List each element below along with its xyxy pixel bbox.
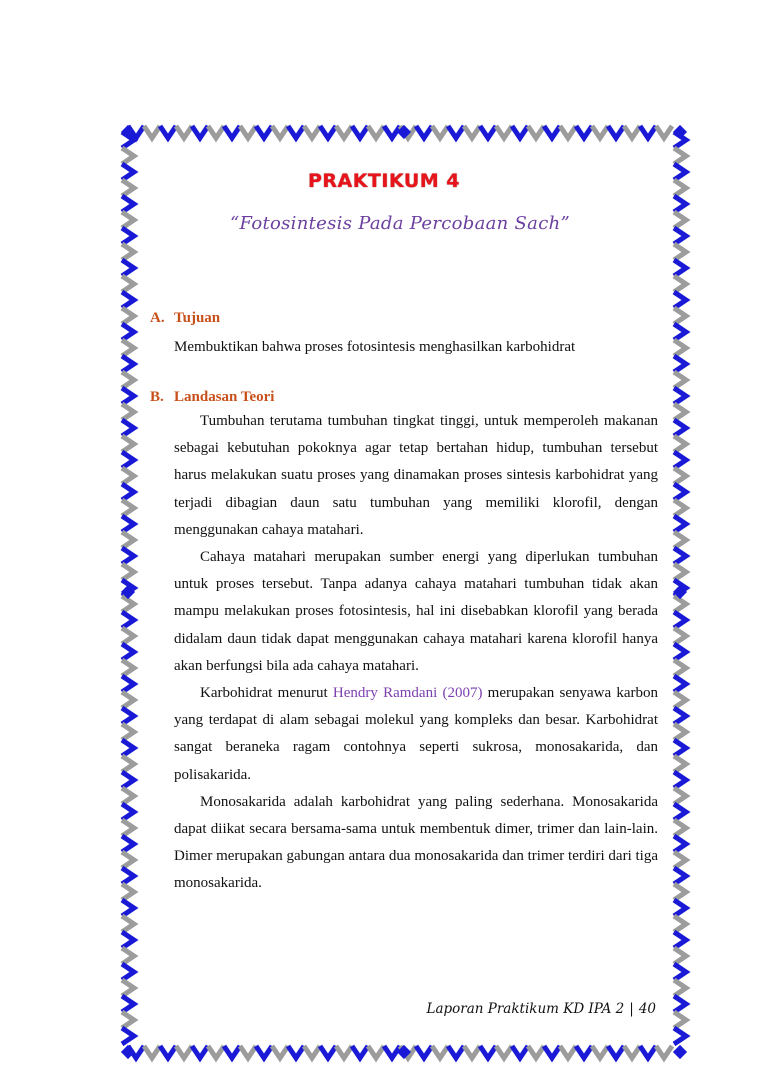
border-chevron [122,484,134,500]
border-chevron [352,126,368,138]
border-chevron [122,660,134,676]
border-chevron [674,1028,686,1044]
border-chevron [240,126,256,138]
section-a-heading [150,310,220,327]
border-chevron [496,126,512,138]
border-chevron [464,1046,480,1058]
border-chevron [336,1046,352,1058]
border-chevron [122,900,134,916]
border-chevron [592,1046,608,1058]
border-chevron [416,1046,432,1058]
border-chevron [122,644,134,660]
border-chevron [674,868,686,884]
border-chevron [122,884,134,900]
border-chevron [352,1046,368,1058]
border-chevron [288,1046,304,1058]
border-chevron [674,340,686,356]
section-a-title: Tujuan [174,310,221,326]
border-chevron [674,932,686,948]
border-chevron [122,932,134,948]
border-chevron [480,1046,496,1058]
border-chevron [122,276,134,292]
section-b-body [174,408,658,898]
border-chevron [224,1046,240,1058]
border-chevron [674,468,686,484]
border-chevron [122,916,134,932]
border-chevron [122,820,134,836]
border-chevron [304,1046,320,1058]
border-chevron [304,126,320,138]
page-footer [0,1001,656,1017]
border-chevron [674,612,686,628]
paragraph-3 [174,680,658,789]
border-chevron [176,1046,192,1058]
border-chevron [224,126,240,138]
border-chevron [544,1046,560,1058]
border-chevron [416,126,432,138]
border-chevron [674,548,686,564]
border-chevron [122,340,134,356]
border-chevron [122,756,134,772]
border-chevron [576,1046,592,1058]
footer-label: Laporan Praktikum KD IPA 2 [426,1001,625,1017]
border-chevron [674,644,686,660]
border-chevron [256,1046,272,1058]
page-number: 40 [638,1001,656,1017]
border-chevron [122,964,134,980]
border-chevron [656,1046,672,1058]
border-chevron [674,196,686,212]
border-chevron [288,126,304,138]
border-chevron [448,126,464,138]
border-chevron [674,708,686,724]
border-chevron [674,676,686,692]
border-chevron [122,196,134,212]
border-chevron [674,964,686,980]
border-chevron [674,900,686,916]
section-a-text: Membuktikan bahwa proses fotosintesis menghasilkan karbohidrat [174,339,576,355]
border-chevron [674,324,686,340]
border-chevron [122,692,134,708]
border-chevron [122,468,134,484]
border-chevron [122,980,134,996]
paragraph-1: Tumbuhan terutama tumbuhan tingkat tinggi, untuk memperoleh makanan sebagai kebutuhan pokoknya agar tetap bertahan hidup, tumbuhan tersebut harus melakukan suatu proses yang dinamakan proses sintesis karbohidrat yang terjadi dibagian daun satu tumbuhan yang memiliki klorofil, dengan menggunakan cahaya matahari. [174,413,658,538]
border-chevron [122,948,134,964]
border-chevron [122,676,134,692]
border-chevron [674,276,686,292]
border-chevron [122,772,134,788]
border-chevron [674,772,686,788]
border-chevron [674,1012,686,1028]
border-chevron [122,404,134,420]
border-chevron [122,260,134,276]
border-chevron [674,500,686,516]
border-chevron [144,1046,160,1058]
border-chevron [674,804,686,820]
border-chevron [122,436,134,452]
border-chevron [122,836,134,852]
border-chevron [624,1046,640,1058]
border-chevron [674,388,686,404]
border-chevron [160,1046,176,1058]
border-chevron [432,1046,448,1058]
border-chevron [336,126,352,138]
border-chevron [674,916,686,932]
border-chevron [122,148,134,164]
section-b-heading [150,389,274,406]
border-chevron [176,126,192,138]
border-chevron [674,516,686,532]
border-chevron [464,126,480,138]
border-chevron [432,126,448,138]
border-chevron [640,126,656,138]
border-chevron [674,148,686,164]
border-chevron [122,532,134,548]
section-b-title: Landasan Teori [174,389,275,405]
border-chevron [674,740,686,756]
border-chevron [122,868,134,884]
border-chevron [560,126,576,138]
border-chevron [674,564,686,580]
border-chevron [122,740,134,756]
border-chevron [674,660,686,676]
border-chevron [208,126,224,138]
border-chevron [560,1046,576,1058]
border-chevron [122,388,134,404]
border-chevron [122,564,134,580]
border-chevron [122,324,134,340]
border-chevron [122,804,134,820]
paragraph-4: Monosakarida adalah karbohidrat yang paling sederhana. Monosakarida dapat diikat secara bersama-sama untuk membentuk dimer, trimer dan lain-lain. Dimer merupakan gabungan antara dua monosakarida dan trimer terdiri dari tiga monosakarida. [174,793,658,892]
border-accent [673,1045,687,1059]
border-chevron [160,126,176,138]
border-chevron [192,126,208,138]
border-chevron [608,1046,624,1058]
footer-separator: | [629,1001,634,1017]
border-chevron [512,1046,528,1058]
border-chevron [320,126,336,138]
border-chevron [656,126,672,138]
border-chevron [480,126,496,138]
border-chevron [122,788,134,804]
border-chevron [192,1046,208,1058]
border-chevron [674,420,686,436]
border-chevron [674,692,686,708]
border-chevron [122,308,134,324]
citation-reference: Hendry Ramdani (2007) [332,685,483,702]
paragraph-3-start: Karbohidrat menurut [200,685,333,702]
section-a-letter: A. [150,310,165,326]
border-chevron [674,356,686,372]
border-chevron [674,852,686,868]
border-chevron [674,372,686,388]
border-chevron [674,724,686,740]
border-chevron [674,820,686,836]
border-chevron [256,126,272,138]
paragraph-2: Cahaya matahari merupakan sumber energi yang diperlukan tumbuhan untuk proses tersebut. Tanpa adanya cahaya matahari tumbuhan tidak akan mampu melakukan proses fotosintesis, hal ini disebabkan klorofil yang berada didalam daun tidak dapat menggunakan cahaya matahari karena klorofil hanya akan berfungsi bila ada cahaya matahari. [174,549,658,674]
border-chevron [624,126,640,138]
border-chevron [272,1046,288,1058]
border-chevron [528,1046,544,1058]
border-chevron [674,628,686,644]
page-title: PRAKTIKUM 4 [307,170,461,192]
border-chevron [122,420,134,436]
border-chevron [240,1046,256,1058]
border-chevron [144,126,160,138]
border-chevron [272,126,288,138]
border-chevron [674,260,686,276]
border-chevron [674,532,686,548]
border-chevron [122,708,134,724]
border-chevron [448,1046,464,1058]
border-chevron [122,1028,134,1044]
border-chevron [674,452,686,468]
border-chevron [674,484,686,500]
border-chevron [122,292,134,308]
border-chevron [608,126,624,138]
border-chevron [674,308,686,324]
border-chevron [674,836,686,852]
border-chevron [122,452,134,468]
border-chevron [122,500,134,516]
border-chevron [674,788,686,804]
border-chevron [674,292,686,308]
border-chevron [122,372,134,388]
border-chevron [674,404,686,420]
border-chevron [674,436,686,452]
border-chevron [368,1046,384,1058]
border-chevron [122,516,134,532]
border-chevron [528,126,544,138]
border-chevron [674,244,686,260]
border-chevron [122,356,134,372]
border-chevron [122,724,134,740]
border-chevron [576,126,592,138]
border-chevron [512,126,528,138]
border-chevron [496,1046,512,1058]
paragraph-3-end: merupakan senyawa karbon yang terdapat di alam sebagai molekul yang kompleks dan besar. Karbohidrat sangat beraneka ragam contohnya seperti sukrosa, monosakarida, dan polisakarida. [174,685,658,783]
border-chevron [122,612,134,628]
section-b-letter: B. [150,389,164,405]
border-chevron [592,126,608,138]
border-chevron [208,1046,224,1058]
border-chevron [368,126,384,138]
border-chevron [674,996,686,1012]
page-subtitle: “Fotosintesis Pada Percobaan Sach” [230,213,570,234]
border-chevron [640,1046,656,1058]
border-chevron [122,548,134,564]
border-chevron [122,628,134,644]
border-chevron [674,980,686,996]
border-chevron [544,126,560,138]
border-chevron [320,1046,336,1058]
border-chevron [122,852,134,868]
border-chevron [122,244,134,260]
border-chevron [674,756,686,772]
border-chevron [674,948,686,964]
border-chevron [674,884,686,900]
